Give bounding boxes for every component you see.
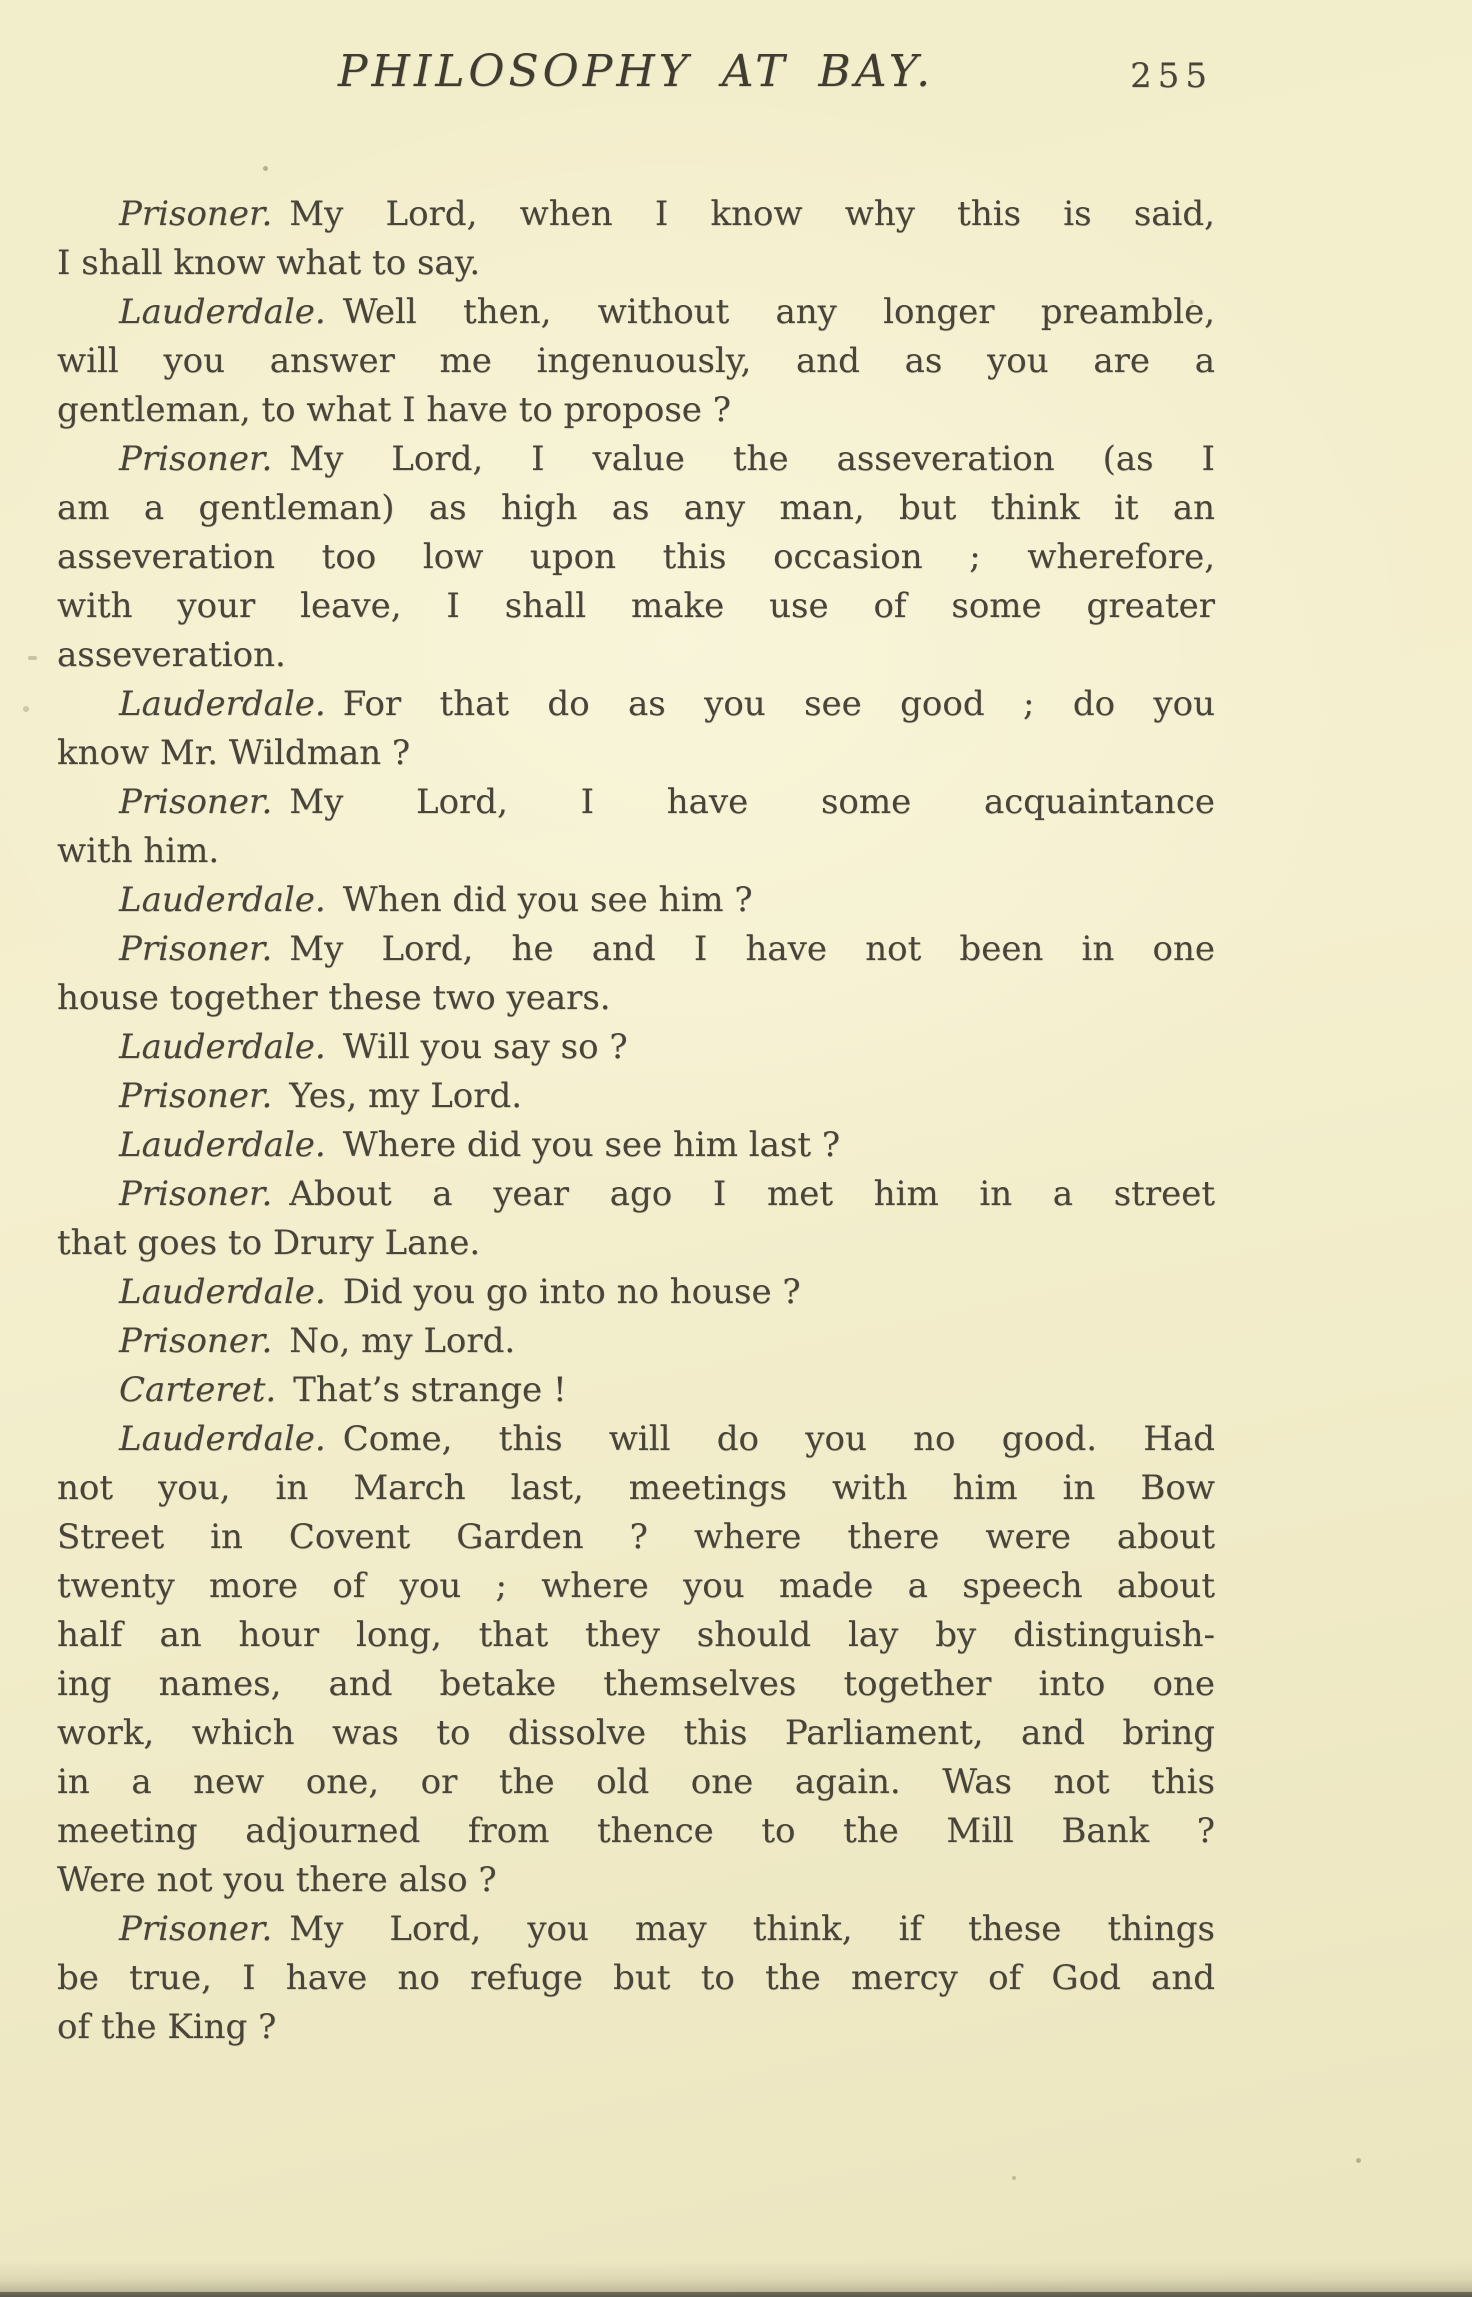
- dialogue-paragraph: [57, 1317, 1215, 1366]
- speaker-name: Prisoner.: [119, 439, 273, 479]
- text-line: Lauderdale. When did you see him ?: [119, 880, 753, 920]
- dialogue-paragraph: [57, 1023, 1215, 1072]
- text-line: I shall know what to say.: [57, 243, 481, 283]
- text-line: with him.: [57, 831, 220, 871]
- text-line: Prisoner. My Lord, you may think, if these things: [119, 1909, 1215, 1949]
- text-line: Prisoner. My Lord, when I know why this is said,: [119, 194, 1215, 234]
- paper-speck: [23, 706, 29, 712]
- text-line: Prisoner. My Lord, I have some acquaintance: [119, 782, 1215, 822]
- speaker-name: Prisoner.: [119, 1076, 273, 1116]
- speaker-name: Lauderdale.: [119, 1272, 326, 1312]
- dialogue-paragraph: [57, 876, 1215, 925]
- dialogue-paragraph: [57, 778, 1215, 876]
- speaker-name: Lauderdale.: [119, 1027, 326, 1067]
- text-line: half an hour long, that they should lay by distinguish-: [57, 1615, 1215, 1655]
- text-line: Lauderdale. Will you say so ?: [119, 1027, 628, 1067]
- text-line: Lauderdale. For that do as you see good ; do you: [119, 684, 1215, 724]
- running-title: PHILOSOPHY AT BAY.: [337, 46, 935, 97]
- dialogue-paragraph: [57, 1072, 1215, 1121]
- text-line: Lauderdale. Where did you see him last ?: [119, 1125, 841, 1165]
- text-line: Prisoner. No, my Lord.: [119, 1321, 516, 1361]
- speaker-name: Prisoner.: [119, 929, 273, 969]
- paper-speck: [28, 656, 37, 660]
- dialogue-paragraph: [57, 1121, 1215, 1170]
- dialogue-text: [57, 190, 1215, 2052]
- text-line: in a new one, or the old one again. Was not this: [57, 1762, 1215, 1802]
- paper-speck: [1012, 2176, 1016, 2180]
- text-line: ing names, and betake themselves together into one: [57, 1664, 1215, 1704]
- text-line: Prisoner. About a year ago I met him in a street: [119, 1174, 1215, 1214]
- dialogue-paragraph: [57, 190, 1215, 288]
- speaker-name: Lauderdale.: [119, 292, 326, 332]
- speaker-name: Prisoner.: [119, 194, 273, 234]
- dialogue-paragraph: [57, 1905, 1215, 2052]
- text-line: gentleman, to what I have to propose ?: [57, 390, 731, 430]
- text-line: that goes to Drury Lane.: [57, 1223, 481, 1263]
- speaker-name: Prisoner.: [119, 1321, 273, 1361]
- speaker-name: Lauderdale.: [119, 1125, 326, 1165]
- dialogue-paragraph: [57, 1366, 1215, 1415]
- dialogue-paragraph: [57, 925, 1215, 1023]
- page-bottom-edge: [0, 2292, 1472, 2297]
- text-line: not you, in March last, meetings with him in Bow: [57, 1468, 1215, 1508]
- page-header: [57, 44, 1215, 108]
- text-line: Street in Covent Garden ? where there were about: [57, 1517, 1215, 1557]
- speaker-name: Prisoner.: [119, 1174, 273, 1214]
- text-line: am a gentleman) as high as any man, but think it an: [57, 488, 1215, 528]
- dialogue-paragraph: [57, 1268, 1215, 1317]
- dialogue-paragraph: [57, 435, 1215, 680]
- paper-speck: [1190, 300, 1194, 304]
- text-line: with your leave, I shall make use of some greater: [57, 586, 1215, 626]
- text-line: asseveration.: [57, 635, 286, 675]
- text-line: will you answer me ingenuously, and as you are a: [57, 341, 1215, 381]
- text-line: twenty more of you ; where you made a speech about: [57, 1566, 1215, 1606]
- text-line: Lauderdale. Come, this will do you no good. Had: [119, 1419, 1215, 1459]
- speaker-name: Prisoner.: [119, 1909, 273, 1949]
- text-line: be true, I have no refuge but to the mercy of God and: [57, 1958, 1215, 1998]
- paper-speck: [1356, 2158, 1361, 2163]
- text-line: asseveration too low upon this occasion ; wherefore,: [57, 537, 1215, 577]
- text-line: Prisoner. My Lord, he and I have not been in one: [119, 929, 1215, 969]
- text-line: meeting adjourned from thence to the Mill Bank ?: [57, 1811, 1215, 1851]
- text-line: know Mr. Wildman ?: [57, 733, 411, 773]
- speaker-name: Prisoner.: [119, 782, 273, 822]
- text-line: work, which was to dissolve this Parliament, and bring: [57, 1713, 1215, 1753]
- text-line: Prisoner. Yes, my Lord.: [119, 1076, 523, 1116]
- text-line: Lauderdale. Did you go into no house ?: [119, 1272, 801, 1312]
- speaker-name: Carteret.: [119, 1370, 277, 1410]
- text-line: Prisoner. My Lord, I value the asseveration (as I: [119, 439, 1215, 479]
- paper-speck: [263, 166, 268, 171]
- dialogue-paragraph: [57, 680, 1215, 778]
- text-line: house together these two years.: [57, 978, 611, 1018]
- speaker-name: Lauderdale.: [119, 880, 326, 920]
- dialogue-paragraph: [57, 1415, 1215, 1905]
- text-line: Were not you there also ?: [57, 1860, 497, 1900]
- page-number: 255: [1130, 56, 1213, 96]
- text-line: of the King ?: [57, 2007, 277, 2047]
- dialogue-paragraph: [57, 288, 1215, 435]
- dialogue-paragraph: [57, 1170, 1215, 1268]
- text-line: Lauderdale. Well then, without any longer preamble,: [119, 292, 1215, 332]
- speaker-name: Lauderdale.: [119, 684, 326, 724]
- text-line: Carteret. That’s strange !: [119, 1370, 567, 1410]
- speaker-name: Lauderdale.: [119, 1419, 326, 1459]
